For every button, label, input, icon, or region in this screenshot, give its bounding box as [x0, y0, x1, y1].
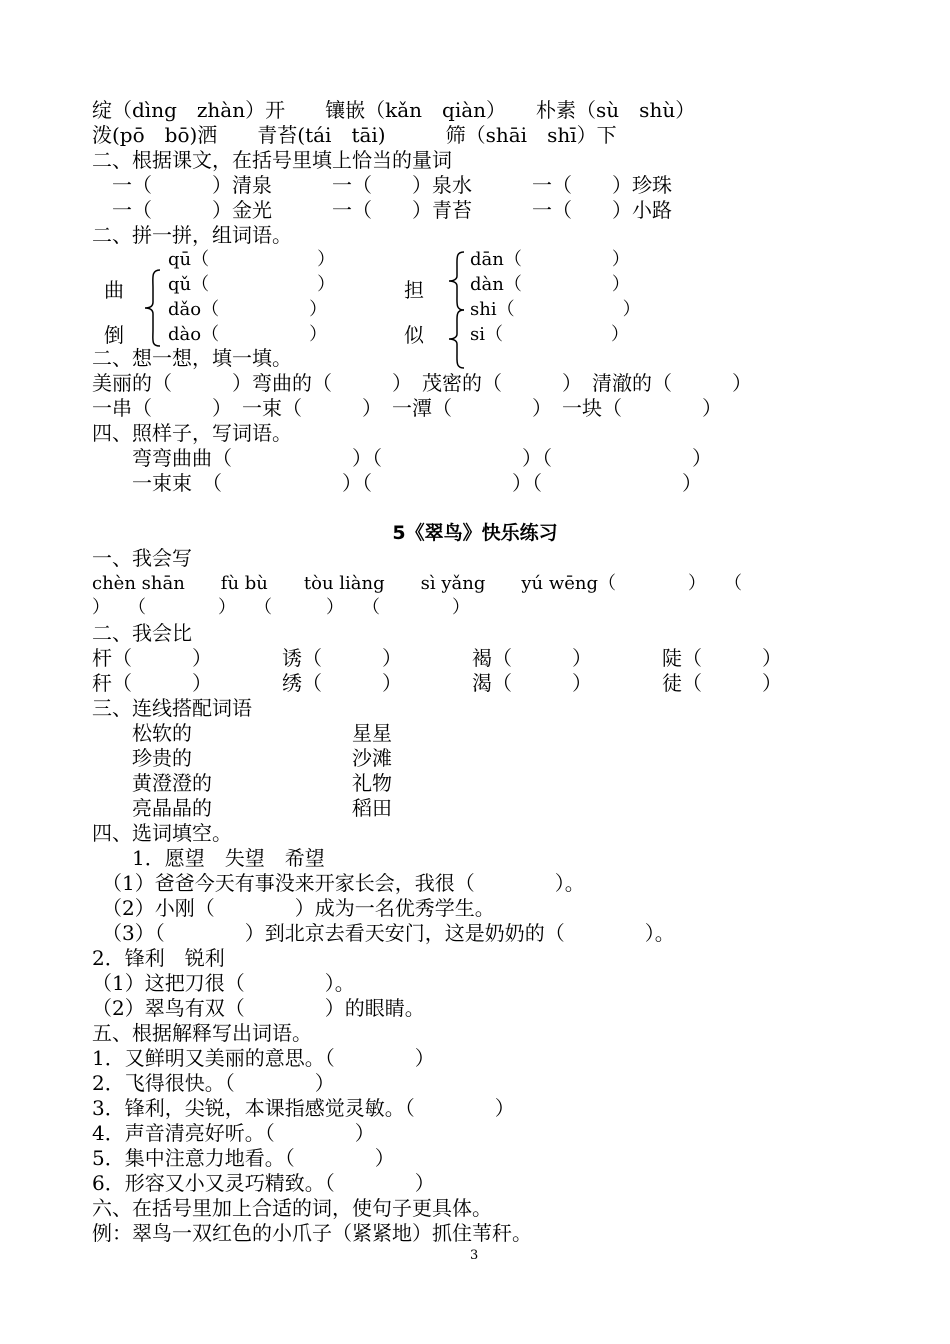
- text-line: 松软的 星星: [92, 721, 392, 745]
- left-brace-icon: [446, 250, 470, 312]
- pinyin-item: si（ ）: [470, 324, 629, 345]
- pinyin-item: qū（ ）: [168, 249, 336, 270]
- text-line: 亮晶晶的 稻田: [92, 796, 392, 820]
- text-line: 一束束 （ ）（ ）（ ）: [92, 471, 702, 495]
- text-line: （1）这把刀很（ ）。: [92, 971, 355, 995]
- text-line: 1．愿望 失望 希望: [92, 846, 325, 870]
- text-line: 珍贵的 沙滩: [92, 746, 392, 770]
- pinyin-item: shi（ ）: [470, 299, 641, 320]
- heading: 二、拼一拼，组词语。: [92, 223, 292, 247]
- char-label: 担: [404, 278, 424, 302]
- text-line: （2）小刚（ ）成为一名优秀学生。: [92, 896, 495, 920]
- pinyin-item: qǔ（ ）: [168, 274, 336, 295]
- text-line: 2．锋利 锐利: [92, 946, 225, 970]
- text-line: 3．锋利，尖锐，本课指感觉灵敏。（ ）: [92, 1096, 515, 1120]
- char-label: 曲: [104, 278, 124, 302]
- left-brace-icon: [446, 308, 470, 370]
- text-line: （1）爸爸今天有事没来开家长会，我很（ ）。: [92, 871, 585, 895]
- heading: 二、根据课文，在括号里填上恰当的量词: [92, 148, 452, 172]
- text-line: 4．声音清亮好听。（ ）: [92, 1121, 375, 1145]
- text-line: 6．形容又小又灵巧精致。（ ）: [92, 1171, 435, 1195]
- text-line: 例：翠鸟一双红色的小爪子（紧紧地）抓住苇秆。: [92, 1221, 532, 1245]
- pinyin-item: dàn（ ）: [470, 274, 630, 295]
- text-line: 黄澄澄的 礼物: [92, 771, 392, 795]
- pinyin-item: dān（ ）: [470, 249, 630, 270]
- heading: 六、在括号里加上合适的词，使句子更具体。: [92, 1196, 492, 1220]
- text-line: 一（ ）金光 一（ ）青苔 一（ ）小路: [92, 198, 672, 222]
- text-line: 一（ ）清泉 一（ ）泉水 一（ ）珍珠: [92, 173, 672, 197]
- text-line: 弯弯曲曲（ ）（ ）（ ）: [92, 446, 712, 470]
- text-line: 1．又鲜明又美丽的意思。（ ）: [92, 1046, 435, 1070]
- pinyin-item: dǎo（ ）: [168, 299, 328, 320]
- pinyin-item: dào（ ）: [168, 324, 328, 345]
- text-line: 秆（ ） 绣（ ） 渴（ ） 徒（ ）: [92, 671, 782, 695]
- text-line: 一串（ ） 一束（ ） 一潭（ ） 一块（ ）: [92, 396, 722, 420]
- section-title: 5《翠鸟》快乐练习: [392, 522, 558, 544]
- heading: 二、我会比: [92, 621, 192, 645]
- text-line: 绽（dìng zhàn）开 镶嵌（kǎn qiàn） 朴素（sù shù）: [92, 98, 696, 122]
- text-line: ） （ ） （ ） （ ）: [92, 597, 470, 618]
- heading: 三、连线搭配词语: [92, 696, 252, 720]
- heading: 五、根据解释写出词语。: [92, 1021, 312, 1045]
- text-line: chèn shān fù bù tòu liàng sì yǎng yú wēng（ ） （: [92, 573, 743, 594]
- text-line: 美丽的（ ）弯曲的（ ） 茂密的（ ） 清澈的（ ）: [92, 371, 752, 395]
- page-number: 3: [470, 1248, 479, 1263]
- text-line: 5．集中注意力地看。（ ）: [92, 1146, 395, 1170]
- char-label: 似: [404, 323, 424, 347]
- left-brace-icon: [142, 268, 166, 348]
- text-line: 泼(pō bō)洒 青苔(tái tāi) 筛（shāi shī）下: [92, 123, 617, 147]
- text-line: 杆（ ） 诱（ ） 褐（ ） 陡（ ）: [92, 646, 782, 670]
- char-label: 倒: [104, 323, 124, 347]
- text-line: 2．飞得很快。（ ）: [92, 1071, 335, 1095]
- heading: 二、想一想，填一填。: [92, 346, 292, 370]
- heading: 四、照样子，写词语。: [92, 421, 292, 445]
- heading: 一、我会写: [92, 546, 192, 570]
- text-line: （3）（ ）到北京去看天安门，这是奶奶的（ ）。: [92, 921, 675, 945]
- text-line: （2）翠鸟有双（ ）的眼睛。: [92, 996, 425, 1020]
- heading: 四、选词填空。: [92, 821, 232, 845]
